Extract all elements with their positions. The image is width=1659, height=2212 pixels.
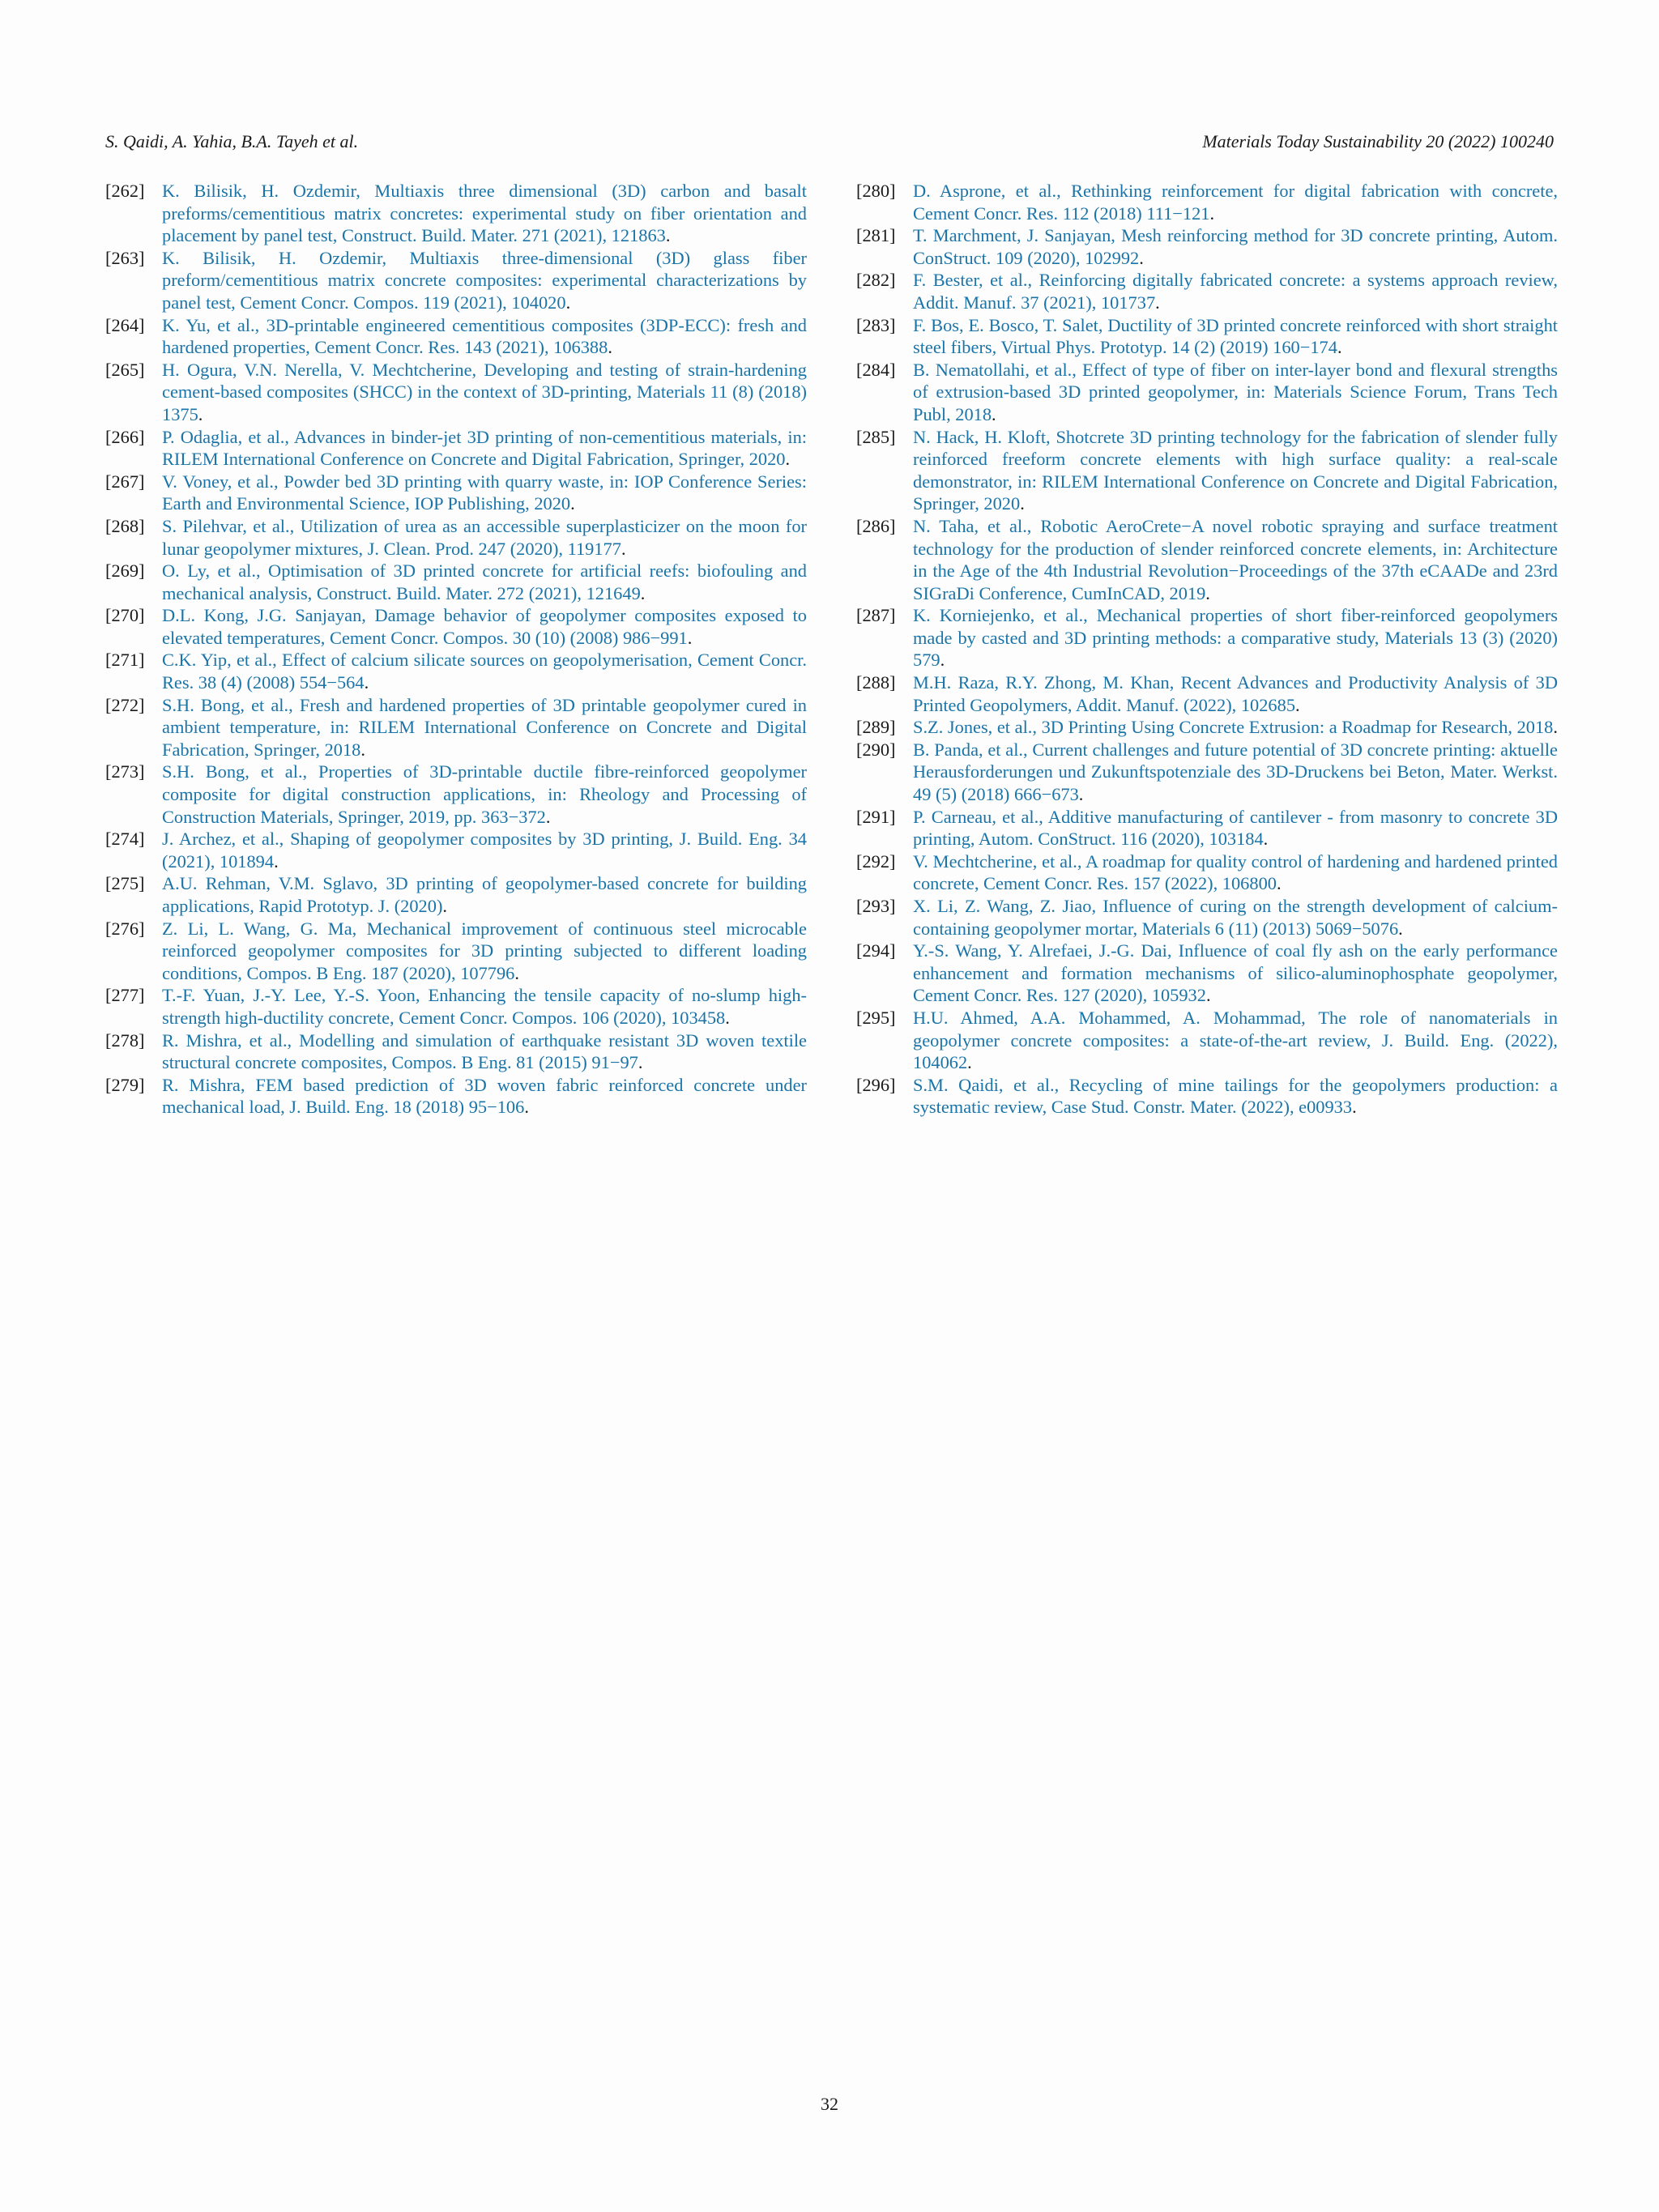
reference-number: [294] xyxy=(856,940,896,961)
reference-number: [270] xyxy=(105,605,145,626)
header-journal: Materials Today Sustainability 20 (2022) 100240 xyxy=(1202,131,1554,151)
reference-item: [270] D.L. Kong, J.G. Sanjayan, Damage behavior of geopolymer composites exposed to elevated temperatures, Cement Concr. Compos. 30 (10) (2008) 986−991. xyxy=(105,605,807,648)
reference-link[interactable]: F. Bos, E. Bosco, T. Salet, Ductility of 3D printed concrete reinforced with short straight steel fibers, Virtual Phys. Prototyp. 14 (2) (2019) 160−174 xyxy=(913,314,1558,358)
reference-number: [289] xyxy=(856,717,896,738)
reference-number: [274] xyxy=(105,829,145,850)
reference-link[interactable]: T. Marchment, J. Sanjayan, Mesh reinforcing method for 3D concrete printing, Autom. ConStruct. 109 (2020), 102992 xyxy=(913,225,1558,268)
reference-item: [265] H. Ogura, V.N. Nerella, V. Mechtcherine, Developing and testing of strain-hardening cement-based composites (SHCC) in the context of 3D-printing, Materials 11 (8) (2018) 1375. xyxy=(105,359,807,424)
reference-number: [277] xyxy=(105,985,145,1006)
reference-link[interactable]: K. Korniejenko, et al., Mechanical properties of short fiber-reinforced geopolymers made by casted and 3D printing methods: a comparative study, Materials 13 (3) (2020) 579 xyxy=(913,605,1558,671)
reference-item: [275] A.U. Rehman, V.M. Sglavo, 3D printing of geopolymer-based concrete for building applications, Rapid Prototyp. J. (2020). xyxy=(105,873,807,916)
reference-link[interactable]: Z. Li, L. Wang, G. Ma, Mechanical improvement of continuous steel microcable reinforced geopolymer composites for 3D printing subjected to different loading conditions, Compos. B Eng. 187 (2020), 107796 xyxy=(162,918,807,983)
reference-link[interactable]: D.L. Kong, J.G. Sanjayan, Damage behavior of geopolymer composites exposed to elevated temperatures, Cement Concr. Compos. 30 (10) (2008) 986−991 xyxy=(162,605,807,648)
reference-item: [288] M.H. Raza, R.Y. Zhong, M. Khan, Recent Advances and Productivity Analysis of 3D Printed Geopolymers, Addit. Manuf. (2022), 102685. xyxy=(856,672,1558,715)
reference-number: [267] xyxy=(105,471,145,492)
reference-item: [280] D. Asprone, et al., Rethinking reinforcement for digital fabrication with concrete, Cement Concr. Res. 112 (2018) 111−121. xyxy=(856,181,1558,224)
reference-item: [267] V. Voney, et al., Powder bed 3D printing with quarry waste, in: IOP Conference Series: Earth and Environmental Science, IOP Publishing, 2020. xyxy=(105,471,807,514)
reference-number: [269] xyxy=(105,560,145,582)
reference-item: [271] C.K. Yip, et al., Effect of calcium silicate sources on geopolymerisation, Cement Concr. Res. 38 (4) (2008) 554−564. xyxy=(105,650,807,693)
reference-number: [279] xyxy=(105,1074,145,1095)
reference-link[interactable]: J. Archez, et al., Shaping of geopolymer composites by 3D printing, J. Build. Eng. 34 (2021), 101894 xyxy=(162,829,807,872)
reference-number: [286] xyxy=(856,515,896,536)
reference-number: [275] xyxy=(105,873,145,894)
reference-link[interactable]: F. Bester, et al., Reinforcing digitally fabricated concrete: a systems approach review, Addit. Manuf. 37 (2021), 101737 xyxy=(913,270,1558,313)
reference-link[interactable]: H.U. Ahmed, A.A. Mohammed, A. Mohammad, The role of nanomaterials in geopolymer concrete composites: a state-of-the-art review, J. Build. Eng. (2022), 104062 xyxy=(913,1007,1558,1073)
reference-number: [295] xyxy=(856,1007,896,1028)
reference-item: [282] F. Bester, et al., Reinforcing digitally fabricated concrete: a systems approach review, Addit. Manuf. 37 (2021), 101737. xyxy=(856,270,1558,313)
reference-item: [294] Y.-S. Wang, Y. Alrefaei, J.-G. Dai, Influence of coal fly ash on the early performance enhancement and formation mechanisms of silico-aluminophosphate geopolymer, Cement Concr. Res. 127 (2020), 105932. xyxy=(856,940,1558,1006)
reference-item: [274] J. Archez, et al., Shaping of geopolymer composites by 3D printing, J. Build. Eng. 34 (2021), 101894. xyxy=(105,829,807,872)
reference-link[interactable]: R. Mishra, FEM based prediction of 3D woven fabric reinforced concrete under mechanical load, J. Build. Eng. 18 (2018) 95−106 xyxy=(162,1074,807,1118)
reference-link[interactable]: V. Mechtcherine, et al., A roadmap for quality control of hardening and hardened printed concrete, Cement Concr. Res. 157 (2022), 106800 xyxy=(913,850,1558,894)
reference-link[interactable]: N. Hack, H. Kloft, Shotcrete 3D printing technology for the fabrication of slender fully reinforced freeform concrete elements with high surface quality: a real-scale demonstrator, in: RILEM International Conference on Concrete and Digital Fabrication, Springer, 2020 xyxy=(913,426,1558,514)
reference-number: [285] xyxy=(856,426,896,447)
reference-item: [285] N. Hack, H. Kloft, Shotcrete 3D printing technology for the fabrication of slender fully reinforced freeform concrete elements with high surface quality: a real-scale demonstrator, in: RILEM International Conference on Concrete and Digital Fabrication, Springer, 2020. xyxy=(856,426,1558,514)
references-column-left xyxy=(105,180,807,1119)
reference-number: [282] xyxy=(856,270,896,291)
reference-item: [269] O. Ly, et al., Optimisation of 3D printed concrete for artificial reefs: biofouling and mechanical analysis, Construct. Build. Mater. 272 (2021), 121649. xyxy=(105,560,807,603)
reference-number: [293] xyxy=(856,896,896,916)
reference-number: [265] xyxy=(105,359,145,380)
reference-link[interactable]: S.H. Bong, et al., Fresh and hardened properties of 3D printable geopolymer cured in ambient temperature, in: RILEM International Conference on Concrete and Digital Fabrication, Springer, 2018 xyxy=(162,694,807,760)
reference-item: [264] K. Yu, et al., 3D-printable engineered cementitious composites (3DP-ECC): fresh and hardened properties, Cement Concr. Res. 143 (2021), 106388. xyxy=(105,314,807,358)
reference-item: [263] K. Bilisik, H. Ozdemir, Multiaxis three-dimensional (3D) glass fiber preform/cementitious matrix concrete composites: experimental characterizations by panel test, Cement Concr. Compos. 119 (2021), 104020. xyxy=(105,247,807,313)
reference-item: [281] T. Marchment, J. Sanjayan, Mesh reinforcing method for 3D concrete printing, Autom. ConStruct. 109 (2020), 102992. xyxy=(856,225,1558,268)
reference-link[interactable]: M.H. Raza, R.Y. Zhong, M. Khan, Recent Advances and Productivity Analysis of 3D Printed Geopolymers, Addit. Manuf. (2022), 102685 xyxy=(913,672,1558,715)
reference-item: [268] S. Pilehvar, et al., Utilization of urea as an accessible superplasticizer on the moon for lunar geopolymer mixtures, J. Clean. Prod. 247 (2020), 119177. xyxy=(105,515,807,559)
reference-item: [292] V. Mechtcherine, et al., A roadmap for quality control of hardening and hardened printed concrete, Cement Concr. Res. 157 (2022), 106800. xyxy=(856,850,1558,894)
reference-number: [296] xyxy=(856,1074,896,1095)
reference-link[interactable]: S.H. Bong, et al., Properties of 3D-printable ductile fibre-reinforced geopolymer composite for digital construction applications, in: Rheology and Processing of Construction Materials, Springer, 2019, pp. 363−372 xyxy=(162,761,807,827)
reference-link[interactable]: O. Ly, et al., Optimisation of 3D printed concrete for artificial reefs: biofouling and mechanical analysis, Construct. Build. Mater. 272 (2021), 121649 xyxy=(162,560,807,603)
references-column-right xyxy=(856,180,1558,1119)
reference-number: [288] xyxy=(856,672,896,693)
reference-number: [263] xyxy=(105,247,145,268)
page-number: 32 xyxy=(821,2094,838,2114)
reference-link[interactable]: N. Taha, et al., Robotic AeroCrete−A novel robotic spraying and surface treatment technology for the production of slender reinforced concrete elements, in: Architecture in the Age of the 4th Industrial Revolution−Proceedings of the 37th eCAADe and 23rd SIGraDi Conference, CumInCAD, 2019 xyxy=(913,515,1558,603)
reference-link[interactable]: B. Panda, et al., Current challenges and future potential of 3D concrete printing: aktuelle Herausforderungen und Zukunftspotenziale des 3D-Druckens bei Beton, Mater. Werkst. 49 (5) (2018) 666−673 xyxy=(913,739,1558,805)
reference-link[interactable]: H. Ogura, V.N. Nerella, V. Mechtcherine, Developing and testing of strain-hardening cement-based composites (SHCC) in the context of 3D-printing, Materials 11 (8) (2018) 1375 xyxy=(162,359,807,424)
reference-number: [273] xyxy=(105,761,145,782)
reference-item: [291] P. Carneau, et al., Additive manufacturing of cantilever - from masonry to concrete 3D printing, Autom. ConStruct. 116 (2020), 103184. xyxy=(856,806,1558,850)
reference-number: [264] xyxy=(105,314,145,335)
reference-number: [262] xyxy=(105,181,145,201)
reference-item: [286] N. Taha, et al., Robotic AeroCrete−A novel robotic spraying and surface treatment technology for the production of slender reinforced concrete elements, in: Architecture in the Age of the 4th Industrial Revolution−Proceedings of the 37th eCAADe and 23rd SIGraDi Conference, CumInCAD, 2019. xyxy=(856,515,1558,603)
reference-item: [262] K. Bilisik, H. Ozdemir, Multiaxis three dimensional (3D) carbon and basalt preforms/cementitious matrix concretes: experimental study on fiber orientation and placement by panel test, Construct. Build. Mater. 271 (2021), 121863. xyxy=(105,181,807,246)
reference-number: [268] xyxy=(105,515,145,536)
reference-item: [277] T.-F. Yuan, J.-Y. Lee, Y.-S. Yoon, Enhancing the tensile capacity of no-slump high-strength high-ductility concrete, Cement Concr. Compos. 106 (2020), 103458. xyxy=(105,985,807,1028)
reference-link[interactable]: S.Z. Jones, et al., 3D Printing Using Concrete Extrusion: a Roadmap for Research, 2018 xyxy=(913,717,1554,738)
reference-number: [287] xyxy=(856,605,896,626)
reference-item: [279] R. Mishra, FEM based prediction of 3D woven fabric reinforced concrete under mechanical load, J. Build. Eng. 18 (2018) 95−106. xyxy=(105,1074,807,1118)
reference-item: [278] R. Mishra, et al., Modelling and simulation of earthquake resistant 3D woven textile structural concrete composites, Compos. B Eng. 81 (2015) 91−97. xyxy=(105,1029,807,1073)
running-header xyxy=(105,131,1554,156)
reference-number: [281] xyxy=(856,225,896,246)
reference-link[interactable]: V. Voney, et al., Powder bed 3D printing with quarry waste, in: IOP Conference Series: Earth and Environmental Science, IOP Publishing, 2020 xyxy=(162,471,807,514)
reference-number: [271] xyxy=(105,650,145,671)
reference-link[interactable]: B. Nematollahi, et al., Effect of type of fiber on inter-layer bond and flexural strengths of extrusion-based 3D printed geopolymer, in: Materials Science Forum, Trans Tech Publ, 2018 xyxy=(913,359,1558,424)
reference-item: [290] B. Panda, et al., Current challenges and future potential of 3D concrete printing: aktuelle Herausforderungen und Zukunftspotenziale des 3D-Druckens bei Beton, Mater. Werkst. 49 (5) (2018) 666−673. xyxy=(856,739,1558,805)
reference-number: [292] xyxy=(856,850,896,872)
reference-item: [289] S.Z. Jones, et al., 3D Printing Using Concrete Extrusion: a Roadmap for Research, 2018. xyxy=(856,717,1558,738)
reference-number: [276] xyxy=(105,918,145,939)
reference-item: [295] H.U. Ahmed, A.A. Mohammed, A. Mohammad, The role of nanomaterials in geopolymer concrete composites: a state-of-the-art review, J. Build. Eng. (2022), 104062. xyxy=(856,1007,1558,1073)
reference-link[interactable]: Y.-S. Wang, Y. Alrefaei, J.-G. Dai, Influence of coal fly ash on the early performance enhancement and formation mechanisms of silico-aluminophosphate geopolymer, Cement Concr. Res. 127 (2020), 105932 xyxy=(913,940,1558,1006)
reference-item: [287] K. Korniejenko, et al., Mechanical properties of short fiber-reinforced geopolymers made by casted and 3D printing methods: a comparative study, Materials 13 (3) (2020) 579. xyxy=(856,605,1558,671)
reference-item: [272] S.H. Bong, et al., Fresh and hardened properties of 3D printable geopolymer cured in ambient temperature, in: RILEM International Conference on Concrete and Digital Fabrication, Springer, 2018. xyxy=(105,694,807,760)
reference-number: [272] xyxy=(105,694,145,715)
reference-link[interactable]: K. Yu, et al., 3D-printable engineered cementitious composites (3DP-ECC): fresh and hardened properties, Cement Concr. Res. 143 (2021), 106388 xyxy=(162,314,807,358)
reference-number: [278] xyxy=(105,1029,145,1051)
reference-link[interactable]: X. Li, Z. Wang, Z. Jiao, Influence of curing on the strength development of calcium-containing geopolymer mortar, Materials 6 (11) (2013) 5069−5076 xyxy=(913,896,1558,939)
reference-link[interactable]: T.-F. Yuan, J.-Y. Lee, Y.-S. Yoon, Enhancing the tensile capacity of no-slump high-strength high-ductility concrete, Cement Concr. Compos. 106 (2020), 103458 xyxy=(162,985,807,1028)
reference-number: [291] xyxy=(856,806,896,827)
reference-link[interactable]: A.U. Rehman, V.M. Sglavo, 3D printing of geopolymer-based concrete for building applications, Rapid Prototyp. J. (2020) xyxy=(162,873,807,916)
reference-item: [296] S.M. Qaidi, et al., Recycling of mine tailings for the geopolymers production: a systematic review, Case Stud. Constr. Mater. (2022), e00933. xyxy=(856,1074,1558,1118)
reference-item: [276] Z. Li, L. Wang, G. Ma, Mechanical improvement of continuous steel microcable reinforced geopolymer composites for 3D printing subjected to different loading conditions, Compos. B Eng. 187 (2020), 107796. xyxy=(105,918,807,983)
reference-item: [273] S.H. Bong, et al., Properties of 3D-printable ductile fibre-reinforced geopolymer composite for digital construction applications, in: Rheology and Processing of Construction Materials, Springer, 2019, pp. 363−372. xyxy=(105,761,807,827)
reference-link[interactable]: S.M. Qaidi, et al., Recycling of mine tailings for the geopolymers production: a systematic review, Case Stud. Constr. Mater. (2022), e00933 xyxy=(913,1074,1558,1118)
reference-link[interactable]: S. Pilehvar, et al., Utilization of urea as an accessible superplasticizer on the moon for lunar geopolymer mixtures, J. Clean. Prod. 247 (2020), 119177 xyxy=(162,515,807,559)
reference-link[interactable]: C.K. Yip, et al., Effect of calcium silicate sources on geopolymerisation, Cement Concr. Res. 38 (4) (2008) 554−564 xyxy=(162,650,807,693)
reference-item: [293] X. Li, Z. Wang, Z. Jiao, Influence of curing on the strength development of calcium-containing geopolymer mortar, Materials 6 (11) (2013) 5069−5076. xyxy=(856,896,1558,939)
reference-link[interactable]: P. Odaglia, et al., Advances in binder-jet 3D printing of non-cementitious materials, in: RILEM International Conference on Concrete and Digital Fabrication, Springer, 2020 xyxy=(162,426,807,470)
reference-link[interactable]: K. Bilisik, H. Ozdemir, Multiaxis three-dimensional (3D) glass fiber preform/cementitious matrix concrete composites: experimental characterizations by panel test, Cement Concr. Compos. 119 (2021), 104020 xyxy=(162,247,807,313)
reference-number: [266] xyxy=(105,426,145,447)
reference-link[interactable]: R. Mishra, et al., Modelling and simulation of earthquake resistant 3D woven textile structural concrete composites, Compos. B Eng. 81 (2015) 91−97 xyxy=(162,1029,807,1073)
reference-number: [290] xyxy=(856,739,896,760)
reference-number: [283] xyxy=(856,314,896,335)
header-authors: S. Qaidi, A. Yahia, B.A. Tayeh et al. xyxy=(105,131,359,151)
reference-link[interactable]: D. Asprone, et al., Rethinking reinforcement for digital fabrication with concrete, Cement Concr. Res. 112 (2018) 111−121 xyxy=(913,181,1558,224)
reference-item: [283] F. Bos, E. Bosco, T. Salet, Ductility of 3D printed concrete reinforced with short straight steel fibers, Virtual Phys. Prototyp. 14 (2) (2019) 160−174. xyxy=(856,314,1558,358)
reference-item: [266] P. Odaglia, et al., Advances in binder-jet 3D printing of non-cementitious materials, in: RILEM International Conference on Concrete and Digital Fabrication, Springer, 2020. xyxy=(105,426,807,470)
reference-item: [284] B. Nematollahi, et al., Effect of type of fiber on inter-layer bond and flexural strengths of extrusion-based 3D printed geopolymer, in: Materials Science Forum, Trans Tech Publ, 2018. xyxy=(856,359,1558,424)
reference-link[interactable]: P. Carneau, et al., Additive manufacturing of cantilever - from masonry to concrete 3D printing, Autom. ConStruct. 116 (2020), 103184 xyxy=(913,806,1558,850)
reference-number: [284] xyxy=(856,359,896,380)
reference-link[interactable]: K. Bilisik, H. Ozdemir, Multiaxis three dimensional (3D) carbon and basalt preforms/cementitious matrix concretes: experimental study on fiber orientation and placement by panel test, Construct. Build. Mater. 271 (2021), 121863 xyxy=(162,181,807,246)
reference-number: [280] xyxy=(856,181,896,201)
